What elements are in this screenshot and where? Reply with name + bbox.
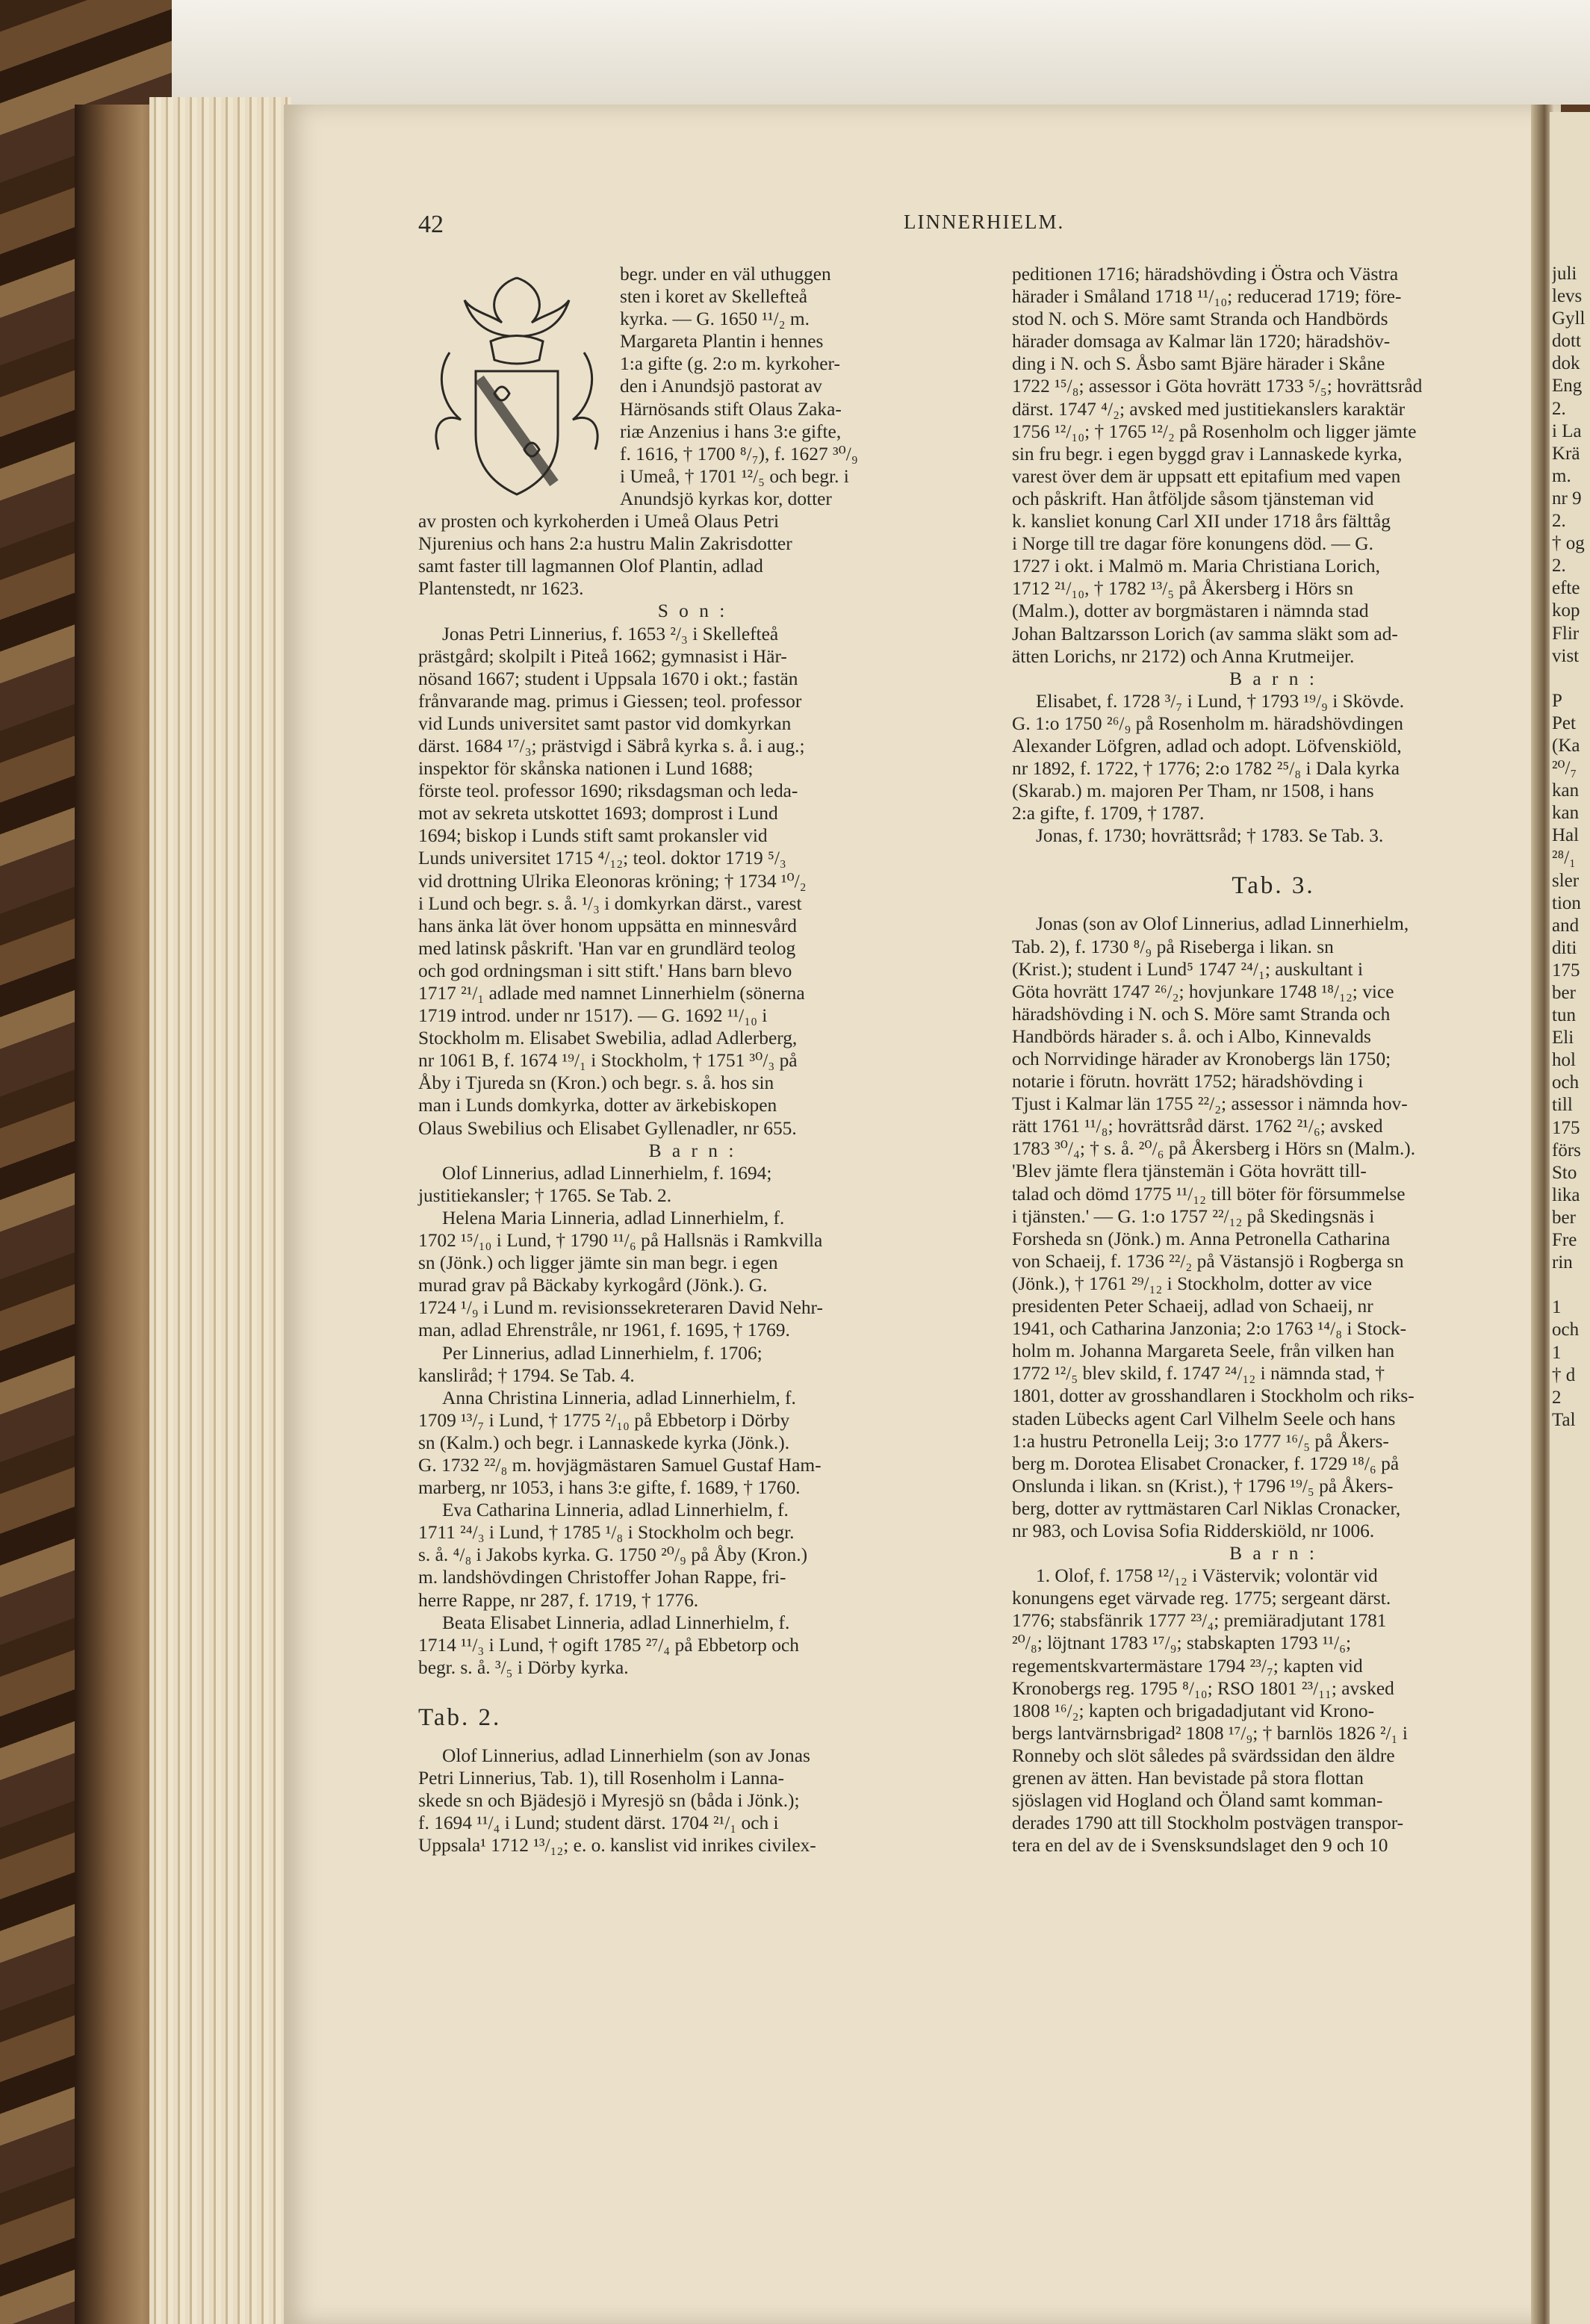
text-line: och påskrift. Han åtföljde såsom tjänsteman vid xyxy=(1012,488,1374,509)
fragment-line: kan xyxy=(1552,803,1580,824)
text-line: derades 1790 att till Stockholm postvägen transpor- xyxy=(1012,1812,1404,1834)
text-line: murad grav på Bäckaby kyrkogård (Jönk.). G. xyxy=(418,1275,768,1296)
text-line: berg m. Dorotea Elisabet Cronacker, f. 1729 ¹⁸/₆ på xyxy=(1012,1452,1400,1474)
text-line: den i Anundsjö pastorat av xyxy=(620,376,822,397)
fragment-line: Flir xyxy=(1552,623,1580,644)
text-line: nr 1061 B, f. 1674 ¹⁹/₁ i Stockholm, † 1751 ³⁰/₃ på xyxy=(418,1050,798,1072)
text-line: 1:a gifte (g. 2:o m. kyrkoher- xyxy=(620,353,840,375)
fragment-line: juli xyxy=(1552,264,1577,284)
fragment-line: P xyxy=(1552,690,1562,711)
text-line: Handbörds härader s. å. och i Albo, Kinnevalds xyxy=(1012,1025,1371,1047)
next-page-fragments xyxy=(1552,263,1590,1432)
running-head: LINNERHIELM. xyxy=(904,211,1065,233)
text-line: därst. 1747 ⁴/₂; avsked med justitiekanslers karaktär xyxy=(1012,398,1406,420)
text-line: 1783 ³⁰/₄; † s. å. ²⁰/₆ på Åkersberg i Hörs sn (Malm.). xyxy=(1012,1138,1416,1160)
text-line: man, adlad Ehrenstråle, nr 1961, f. 1695, † 1769. xyxy=(418,1320,790,1341)
text-line: Forsheda sn (Jönk.) m. Anna Petronella Catharina xyxy=(1012,1228,1391,1249)
text-line: B a r n : xyxy=(648,1140,737,1161)
fragment-line: kan xyxy=(1552,780,1580,801)
fragment-line: förs xyxy=(1552,1140,1581,1161)
text-line: regementskvartermästare 1794 ²³/₇; kapten vid xyxy=(1012,1655,1363,1677)
text-line: staden Lübecks agent Carl Vilhelm Seele och hans xyxy=(1012,1408,1396,1429)
text-line: Per Linnerius, adlad Linnerhielm, f. 1706; xyxy=(442,1342,763,1364)
text-line: frånvarande mag. primus i Giessen; teol. professor xyxy=(418,690,802,712)
text-line: herre Rappe, nr 287, f. 1719, † 1776. xyxy=(418,1589,699,1611)
page-number: 42 xyxy=(418,211,444,238)
text-line: Åby i Tjureda sn (Kron.) och begr. s. å. hos sin xyxy=(418,1072,774,1094)
text-line: holm m. Johanna Margareta Seele, från vilken han xyxy=(1012,1340,1395,1362)
fragment-line: sler xyxy=(1552,870,1580,891)
fragment-line: och xyxy=(1552,1320,1580,1340)
text-line: häradshövding i N. och S. Möre samt Stranda och xyxy=(1012,1003,1391,1025)
fragment-line: dott xyxy=(1552,331,1581,352)
text-line: ätten Lorichs, nr 2172) och Anna Krutmeijer. xyxy=(1012,645,1355,667)
text-line: von Schaeij, f. 1736 ²²/₂ på Västansjö i Rogberga sn xyxy=(1012,1250,1404,1272)
text-line: i Umeå, † 1701 ¹²/₅ och begr. i xyxy=(620,465,849,487)
text-line: sn (Kalm.) och begr. i Lannaskede kyrka (Jönk.). xyxy=(418,1432,790,1453)
fragment-line: i La xyxy=(1552,420,1582,441)
text-line: Jonas Petri Linnerius, f. 1653 ²/₃ i Skellefteå xyxy=(442,623,779,644)
fragment-line: Eng xyxy=(1552,376,1583,397)
text-line: berg, dotter av ryttmästaren Carl Niklas Cronacker, xyxy=(1012,1497,1401,1519)
fragment-line: 2. xyxy=(1552,556,1566,577)
text-line: Njurenius och hans 2:a hustru Malin Zakrisdotter xyxy=(418,533,792,555)
fragment-line: diti xyxy=(1552,937,1577,958)
text-line: marberg, nr 1053, i hans 3:e gifte, f. 1689, † 1760. xyxy=(418,1477,801,1499)
text-line: begr. s. å. ³/₅ i Dörby kyrka. xyxy=(418,1656,629,1678)
text-line: nr 1892, f. 1722, † 1776; 2:o 1782 ²⁵/₈ i Dala kyrka xyxy=(1012,758,1400,780)
text-line: riæ Anzenius i hans 3:e gifte, xyxy=(620,420,842,442)
text-line: sn (Jönk.) och ligger jämte sin man begr. i egen xyxy=(418,1252,778,1274)
text-line: 1714 ¹¹/₃ i Lund, † ogift 1785 ²⁷/₄ på Ebbetorp och xyxy=(418,1634,799,1656)
text-line: Anundsjö kyrkas kor, dotter xyxy=(620,488,832,509)
text-line: 1:a hustru Petronella Leij; 3:o 1777 ¹⁶/₅ på Åkers- xyxy=(1012,1430,1389,1452)
text-line: k. kansliet konung Carl XII under 1718 års fälttåg xyxy=(1012,511,1391,532)
fragment-line: ²⁸/₁ xyxy=(1552,848,1576,869)
text-line: peditionen 1716; häradshövding i Östra och Västra xyxy=(1012,264,1399,285)
fragment-line: 175 xyxy=(1552,1117,1580,1138)
fragment-line: lika xyxy=(1552,1184,1580,1205)
text-line: härader domsaga av Kalmar län 1720; häradshöv- xyxy=(1012,331,1391,352)
text-line: och god ordningsman i sitt stift.' Hans barn blevo xyxy=(418,960,792,981)
text-line: sin fru begr. i egen byggd grav i Lannaskede kyrka, xyxy=(1012,443,1403,465)
text-line: 1727 i okt. i Malmö m. Maria Christiana Lorich, xyxy=(1012,556,1380,577)
text-line: Uppsala¹ 1712 ¹³/₁₂; e. o. kanslist vid inrikes civilex- xyxy=(418,1835,816,1857)
text-line: i Norge till tre dagar före konungens död. — G. xyxy=(1012,533,1373,555)
text-line: Olof Linnerius, adlad Linnerhielm, f. 1694; xyxy=(442,1162,772,1184)
text-line: vid Lunds universitet samt pastor vid domkyrkan xyxy=(418,712,792,734)
text-line: man i Lunds domkyrka, dotter av ärkebiskopen xyxy=(418,1095,777,1116)
text-line: Anna Christina Linneria, adlad Linnerhielm, f. xyxy=(442,1387,796,1408)
text-line: samt faster till lagmannen Olof Plantin, adlad xyxy=(418,556,763,577)
text-line: (Malm.), dotter av borgmästaren i nämnda stad xyxy=(1012,600,1369,622)
text-line: 1694; biskop i Lunds stift samt prokansler vid xyxy=(418,825,768,847)
text-line: konungens eget värvade reg. 1775; sergeant därst. xyxy=(1012,1588,1391,1609)
text-line: inspektor för skånska nationen i Lund 1688; xyxy=(418,758,754,780)
fragment-line: 2 xyxy=(1552,1387,1562,1408)
text-line: notarie i förutn. hovrätt 1752; häradshövding i xyxy=(1012,1071,1364,1093)
text-line: med latinsk påskrift. 'Han var en grundlärd teolog xyxy=(418,937,796,959)
fragment-line: Eli xyxy=(1552,1028,1574,1048)
table-heading: Tab. 2. xyxy=(418,1703,502,1731)
text-line: 1801, dotter av grosshandlaren i Stockholm och riks- xyxy=(1012,1385,1414,1407)
text-line: Eva Catharina Linneria, adlad Linnerhielm, f. xyxy=(442,1500,789,1521)
fragment-line: Fre xyxy=(1552,1230,1577,1251)
text-line: vid drottning Ulrika Eleonoras kröning; † 1734 ¹⁰/₂ xyxy=(418,870,807,892)
fragment-line: och xyxy=(1552,1072,1580,1093)
fragment-line: hol xyxy=(1552,1050,1576,1071)
fragment-line: levs xyxy=(1552,286,1583,307)
text-line: Alexander Löfgren, adlad och adopt. Löfvenskiöld, xyxy=(1012,735,1402,756)
text-line: 1808 ¹⁶/₂; kapten och brigadadjutant vid Krono- xyxy=(1012,1700,1375,1721)
text-line: 1711 ²⁴/₃ i Lund, † 1785 ¹/₈ i Stockholm och begr. xyxy=(418,1522,795,1544)
fragment-line: (Ka xyxy=(1552,735,1580,756)
fragment-line: 2. xyxy=(1552,398,1566,419)
fragment-line: Tal xyxy=(1552,1409,1576,1430)
text-line: begr. under en väl uthuggen xyxy=(620,264,831,285)
text-line: (Jönk.), † 1761 ²⁹/₁₂ i Stockholm, dotter av vice xyxy=(1012,1273,1372,1294)
text-line: talad och dömd 1775 ¹¹/₁₂ till böter för försummelse xyxy=(1012,1183,1406,1205)
fragment-line: kop xyxy=(1552,600,1580,621)
left-text-column xyxy=(418,263,967,1857)
text-line: 1. Olof, f. 1758 ¹²/₁₂ i Västervik; volontär vid xyxy=(1036,1565,1378,1587)
text-line: 1941, och Catharina Janzonia; 2:o 1763 ¹⁴/₈ i Stock- xyxy=(1012,1318,1407,1340)
fragment-line: Sto xyxy=(1552,1162,1577,1183)
fragment-line: vist xyxy=(1552,645,1580,666)
text-line: Kronobergs reg. 1795 ⁸/₁₀; RSO 1801 ²³/₁₁; avsked xyxy=(1012,1677,1394,1699)
fragment-line: 2. xyxy=(1552,511,1566,532)
fragment-line: Krä xyxy=(1552,443,1580,464)
text-line: skede sn och Bjädesjö i Myresjö sn (båda i Jönk.); xyxy=(418,1790,800,1812)
text-line: nösand 1667; student i Uppsala 1670 i okt.; fastän xyxy=(418,668,798,689)
text-line: 1702 ¹⁵/₁₀ i Lund, † 1790 ¹¹/₆ på Hallsnäs i Ramkvilla xyxy=(418,1230,823,1252)
text-line: Olof Linnerius, adlad Linnerhielm (son av Jonas xyxy=(442,1744,810,1766)
text-line: Stockholm m. Elisabet Swebilia, adlad Adlerberg, xyxy=(418,1028,798,1049)
text-line: nr 983, och Lovisa Sofia Ridderskiöld, nr 1006. xyxy=(1012,1520,1375,1541)
text-line: S o n : xyxy=(657,600,728,622)
spacer xyxy=(418,1679,967,1701)
text-line: 1719 introd. under nr 1517). — G. 1692 ¹¹/₁₀ i xyxy=(418,1005,768,1027)
text-line: 1756 ¹²/₁₀; † 1765 ¹²/₂ på Rosenholm och ligger jämte xyxy=(1012,420,1417,442)
text-line: 2:a gifte, f. 1709, † 1787. xyxy=(1012,803,1205,824)
text-line: Tjust i Kalmar län 1755 ²²/₂; assessor i nämnda hov- xyxy=(1012,1093,1408,1115)
text-line: i tjänsten.' — G. 1:o 1757 ²²/₁₂ på Skedingsnäs i xyxy=(1012,1205,1375,1227)
text-line: Elisabet, f. 1728 ³/₇ i Lund, † 1793 ¹⁹/₉ i Skövde. xyxy=(1036,690,1405,712)
text-line: Tab. 2), f. 1730 ⁸/₉ på Riseberga i likan. sn xyxy=(1012,936,1334,957)
text-line: Johan Baltzarsson Lorich (av samma släkt som ad- xyxy=(1012,623,1398,644)
text-line: (Krist.); student i Lund⁵ 1747 ²⁴/₁; auskultant i xyxy=(1012,958,1363,980)
text-line: 1717 ²¹/₁ adlade med namnet Linnerhielm (sönerna xyxy=(418,983,805,1004)
text-line: Helena Maria Linneria, adlad Linnerhielm, f. xyxy=(442,1207,785,1228)
fragment-line: efte xyxy=(1552,578,1580,599)
text-line: (Skarab.) m. majoren Per Tham, nr 1508, i hans xyxy=(1012,780,1374,802)
fragment-line: rin xyxy=(1552,1252,1573,1273)
text-line: presidenten Peter Schaeij, adlad von Schaeij, nr xyxy=(1012,1296,1373,1317)
text-line: rätt 1761 ¹¹/₈; hovrättsråd därst. 1762 ²¹/₆; avsked xyxy=(1012,1116,1383,1137)
right-text-column xyxy=(1012,263,1535,1857)
fragment-line: till xyxy=(1552,1095,1573,1116)
fragment-line: Gyll xyxy=(1552,308,1586,329)
text-line: s. å. ⁴/₈ i Jakobs kyrka. G. 1750 ²⁰/₉ på Åby (Kron.) xyxy=(418,1544,808,1566)
fragment-line: ber xyxy=(1552,983,1576,1003)
text-line: stod N. och S. Möre samt Stranda och Handbörds xyxy=(1012,308,1388,330)
text-line: sjöslagen vid Hogland och Öland samt komman- xyxy=(1012,1790,1383,1812)
text-line: 1724 ¹/₉ i Lund m. revisionssekreteraren David Nehr- xyxy=(418,1297,823,1319)
text-line: i Lund och begr. s. å. ¹/₃ i domkyrkan därst., varest xyxy=(418,892,802,914)
text-line: förste teol. professor 1690; riksdagsman och leda- xyxy=(418,780,798,802)
text-line: sten i koret av Skellefteå xyxy=(620,286,807,308)
scan-background xyxy=(0,0,1590,105)
text-line: och Norrvidinge härader av Kronobergs län 1750; xyxy=(1012,1048,1391,1069)
fragment-line: tion xyxy=(1552,892,1581,913)
text-line: Jonas, f. 1730; hovrättsråd; † 1783. Se Tab. 3. xyxy=(1036,825,1384,847)
fragment-line xyxy=(1552,1274,1590,1296)
fragment-line: 175 xyxy=(1552,960,1580,981)
text-line: Margareta Plantin i hennes xyxy=(620,331,824,352)
text-line: kansliråd; † 1794. Se Tab. 4. xyxy=(418,1364,635,1386)
text-line: Onslunda i likan. sn (Krist.), † 1796 ¹⁹/₅ på Åkers- xyxy=(1012,1475,1394,1497)
fragment-line: Hal xyxy=(1552,825,1580,846)
text-line: tera en del av de i Svensksundslaget den 9 och 10 xyxy=(1012,1835,1388,1857)
text-line: Lunds universitet 1715 ⁴/₁₂; teol. doktor 1719 ⁵/₃ xyxy=(418,848,786,869)
text-line: justitiekansler; † 1765. Se Tab. 2. xyxy=(418,1184,672,1206)
text-line: därst. 1684 ¹⁷/₃; prästvigd i Säbrå kyrka s. å. i aug.; xyxy=(418,735,805,756)
text-line: 1776; stabsfänrik 1777 ²³/₄; premiäradjutant 1781 xyxy=(1012,1610,1387,1632)
text-line: G. 1732 ²²/₈ m. hovjägmästaren Samuel Gustaf Ham- xyxy=(418,1454,822,1476)
text-line: B a r n : xyxy=(1229,1543,1317,1565)
text-line: kyrka. — G. 1650 ¹¹/₂ m. xyxy=(620,308,810,330)
text-line: Plantenstedt, nr 1623. xyxy=(418,578,584,600)
text-line: 'Blev jämte flera tjänstemän i Göta hovrätt till- xyxy=(1012,1161,1367,1182)
fragment-line: tun xyxy=(1552,1005,1576,1026)
spacer xyxy=(1012,847,1535,869)
text-line: Härnösands stift Olaus Zaka- xyxy=(620,398,842,420)
text-line: hans änka lät över honom uppsätta en minnesvård xyxy=(418,915,797,936)
text-line: härader i Småland 1718 ¹¹/₁₀; reducerad 1719; före- xyxy=(1012,286,1402,308)
fragment-line: ber xyxy=(1552,1207,1576,1228)
fragment-line: 1 xyxy=(1552,1342,1562,1363)
fragment-line xyxy=(1552,668,1590,690)
text-line: grenen av ätten. Han bevistade på stora flottan xyxy=(1012,1768,1364,1789)
text-line: ding i N. och S. Åsbo samt Bjäre härader i Skåne xyxy=(1012,353,1385,375)
fragment-line: dok xyxy=(1552,353,1580,374)
text-line: 1709 ¹³/₇ i Lund, † 1775 ²/₁₀ på Ebbetorp i Dörby xyxy=(418,1409,790,1431)
text-line: Olaus Swebilius och Elisabet Gyllenadler, nr 655. xyxy=(418,1117,797,1139)
text-line: varest över dem är uppsatt ett epitafium med vapen xyxy=(1012,465,1401,487)
page-edges xyxy=(149,97,291,2324)
fragment-line: Pet xyxy=(1552,712,1576,733)
fragment-line: † og xyxy=(1552,533,1585,554)
spacer xyxy=(1012,902,1535,913)
text-line: G. 1:o 1750 ²⁶/₉ på Rosenholm m. häradshövdingen xyxy=(1012,712,1403,734)
text-line: Ronneby och slöt således på svärdssidan den äldre xyxy=(1012,1744,1395,1766)
fragment-line: ²⁰/₇ xyxy=(1552,758,1577,779)
text-line: Jonas (son av Olof Linnerius, adlad Linnerhielm, xyxy=(1036,913,1409,935)
text-line: B a r n : xyxy=(1229,668,1317,689)
text-line: Petri Linnerius, Tab. 1), till Rosenholm i Lanna- xyxy=(418,1768,784,1789)
text-line: bergs lantvärnsbrigad² 1808 ¹⁷/₉; † barnlös 1826 ²/₁ i xyxy=(1012,1722,1408,1744)
fragment-line: † d xyxy=(1552,1364,1576,1385)
text-line: Beata Elisabet Linneria, adlad Linnerhielm, f. xyxy=(442,1612,790,1633)
text-line: 1772 ¹²/₅ blev skild, f. 1747 ²⁴/₁₂ i nämnda stad, † xyxy=(1012,1363,1385,1385)
fragment-line: nr 9 xyxy=(1552,488,1582,509)
fragment-line: 1 xyxy=(1552,1297,1562,1318)
text-line: 1712 ²¹/₁₀, † 1782 ¹³/₅ på Åkersberg i Hörs sn xyxy=(1012,578,1354,600)
text-line: mot av sekreta utskottet 1693; domprost i Lund xyxy=(418,803,778,824)
text-line: f. 1616, † 1700 ⁸/₇), f. 1627 ³⁰/₉ xyxy=(620,443,858,465)
table-heading: Tab. 3. xyxy=(1232,872,1315,900)
text-line: Göta hovrätt 1747 ²⁶/₂; hovjunkare 1748 ¹⁸/₁₂; vice xyxy=(1012,981,1394,1002)
spacer xyxy=(418,1734,967,1744)
fragment-line: and xyxy=(1552,915,1580,936)
text-line: 1722 ¹⁵/₈; assessor i Göta hovrätt 1733 ⁵/₅; hovrättsråd xyxy=(1012,376,1423,397)
text-line: prästgård; skolpilt i Piteå 1662; gymnasist i Här- xyxy=(418,645,787,667)
text-line: ²⁰/₈; löjtnant 1783 ¹⁷/₉; stabskapten 1793 ¹¹/₆; xyxy=(1012,1632,1352,1654)
text-line: av prosten och kyrkoherden i Umeå Olaus Petri xyxy=(418,511,779,532)
text-line: f. 1694 ¹¹/₄ i Lund; student därst. 1704 ²¹/₁ och i xyxy=(418,1812,779,1834)
text-line: m. landshövdingen Christoffer Johan Rappe, fri- xyxy=(418,1567,786,1588)
fragment-line: m. xyxy=(1552,465,1571,486)
